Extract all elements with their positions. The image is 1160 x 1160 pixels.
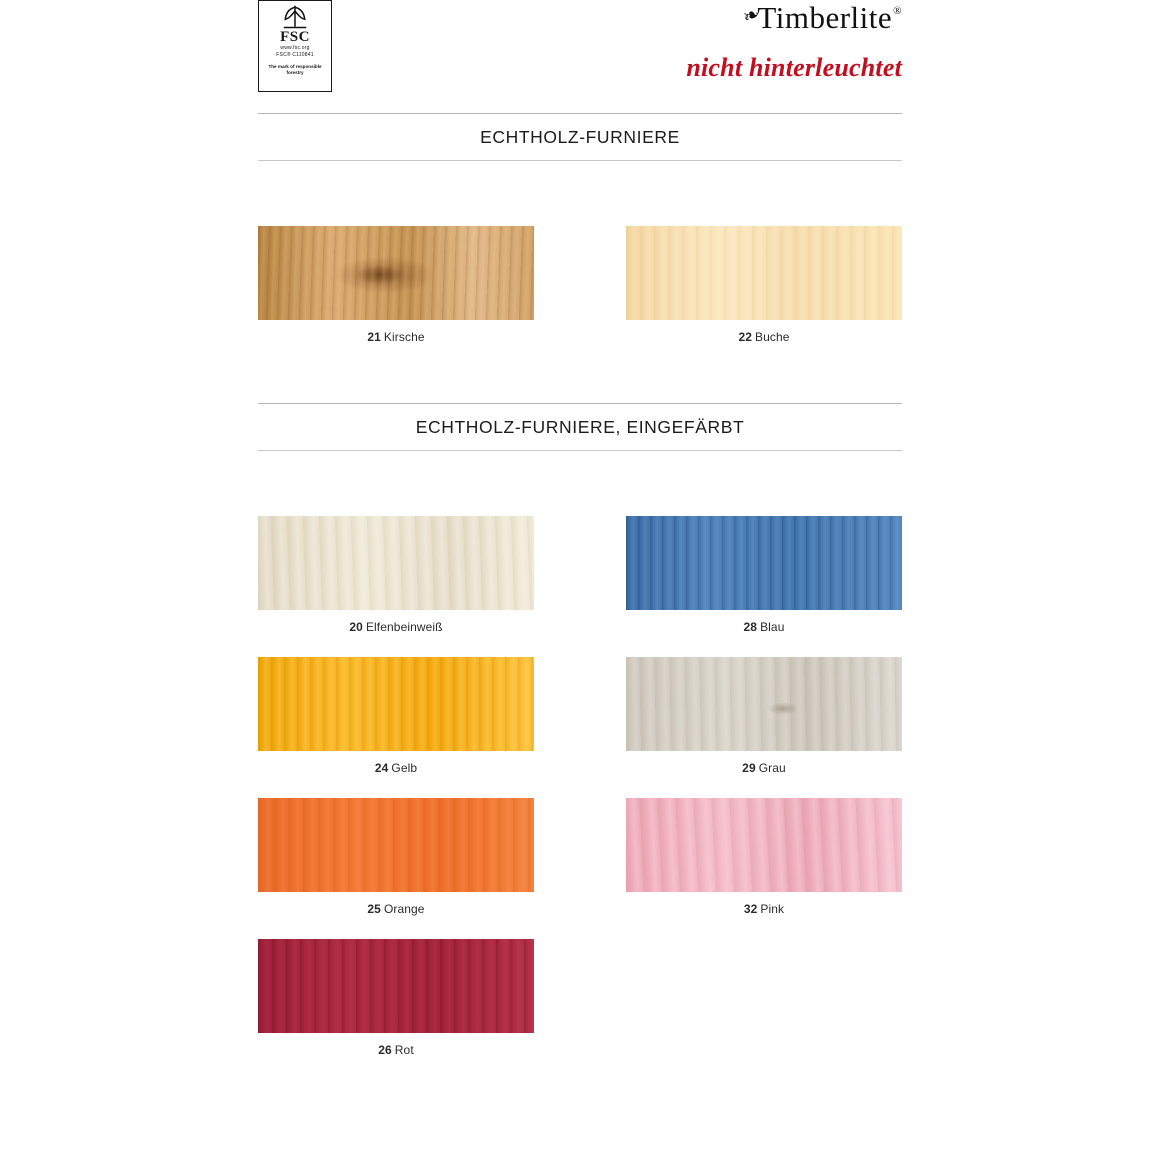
fsc-logo <box>258 0 332 92</box>
swatch-number: 28 <box>743 620 758 634</box>
swatch-number: 26 <box>378 1043 392 1057</box>
swatch-caption <box>258 751 534 775</box>
swatch-pink[interactable] <box>626 798 902 916</box>
swatch-caption <box>258 610 534 634</box>
fsc-title: FSC <box>280 29 310 45</box>
swatch-chip[interactable] <box>258 939 534 1033</box>
swatch-grid-echtholz <box>258 226 902 344</box>
swatch-label: Elfenbeinweiß <box>365 620 443 634</box>
swatch-caption <box>258 892 534 916</box>
brand-subtitle: nicht hinterleuchtet <box>686 53 902 82</box>
swatch-label: Pink <box>760 902 785 916</box>
divider-bottom <box>258 160 902 161</box>
fsc-code: FSC® C110841 <box>276 52 314 58</box>
swatch-caption <box>626 892 902 916</box>
swatch-chip[interactable] <box>626 657 902 751</box>
section-title: ECHTHOLZ-FURNIERE <box>480 127 680 147</box>
swatch-rot[interactable] <box>258 939 534 1057</box>
swatch-label: Kirsche <box>383 330 425 344</box>
brand-name-text: Timberlite <box>757 0 893 35</box>
swatch-caption <box>258 1033 534 1057</box>
swatch-grid-eingefaerbt <box>258 516 902 1057</box>
registered-mark: ® <box>893 5 902 17</box>
swatch-caption <box>626 751 902 775</box>
swatch-caption <box>626 610 902 634</box>
swatch-number: 25 <box>367 902 381 916</box>
swatch-caption <box>626 320 902 344</box>
swatch-buche[interactable] <box>626 226 902 344</box>
page-header <box>0 0 1160 110</box>
wood-grain-overlay <box>626 516 902 610</box>
wood-grain-overlay <box>258 798 534 892</box>
wood-grain-overlay <box>258 516 534 610</box>
swatch-row <box>258 516 902 634</box>
swatch-number: 21 <box>367 330 381 344</box>
swatch-row <box>258 939 902 1057</box>
swatch-orange[interactable] <box>258 798 534 916</box>
swatch-row <box>258 226 902 344</box>
fsc-tree-icon <box>280 4 310 30</box>
swatch-gelb[interactable] <box>258 657 534 775</box>
swatch-row <box>258 798 902 916</box>
wood-grain-overlay <box>258 657 534 751</box>
wood-grain-overlay <box>258 939 534 1033</box>
swatch-number: 29 <box>742 761 756 775</box>
swatch-label: Buche <box>755 330 790 344</box>
swatch-label: Gelb <box>391 761 418 775</box>
swatch-kirsche[interactable] <box>258 226 534 344</box>
divider-bottom <box>258 450 902 451</box>
fsc-caption: The mark of responsible forestry <box>268 64 322 75</box>
fsc-url: www.fsc.org <box>280 45 310 51</box>
swatch-row <box>258 657 902 775</box>
swatch-chip[interactable] <box>626 226 902 320</box>
swatch-grau[interactable] <box>626 657 902 775</box>
swatch-chip[interactable] <box>258 798 534 892</box>
swatch-elfenbeinweiss[interactable] <box>258 516 534 634</box>
wood-grain-overlay <box>626 798 902 892</box>
brand-name <box>740 0 902 36</box>
swatch-chip[interactable] <box>626 516 902 610</box>
brand-block <box>602 0 902 83</box>
wood-grain-overlay <box>626 226 902 320</box>
swatch-chip[interactable] <box>626 798 902 892</box>
section-header-eingefaerbt <box>258 403 902 451</box>
swatch-number: 20 <box>349 620 363 634</box>
swatch-number: 32 <box>743 902 758 916</box>
swatch-placeholder <box>626 939 902 1057</box>
section-header-echtholz-furniere <box>258 113 902 161</box>
swatch-chip[interactable] <box>258 226 534 320</box>
swatch-label: Rot <box>394 1043 414 1057</box>
section-title: ECHTHOLZ-FURNIERE, EINGEFÄRBT <box>415 417 745 437</box>
swatch-caption <box>258 320 534 344</box>
swatch-number: 24 <box>374 761 389 775</box>
swatch-label: Blau <box>760 620 785 634</box>
swatch-blau[interactable] <box>626 516 902 634</box>
wood-grain-overlay <box>626 657 902 751</box>
swatch-label: Grau <box>758 761 786 775</box>
swatch-number: 22 <box>738 330 753 344</box>
leaf-icon: ❧ <box>740 2 764 30</box>
swatch-chip[interactable] <box>258 516 534 610</box>
wood-grain-overlay <box>258 226 534 320</box>
swatch-chip[interactable] <box>258 657 534 751</box>
swatch-label: Orange <box>383 902 425 916</box>
